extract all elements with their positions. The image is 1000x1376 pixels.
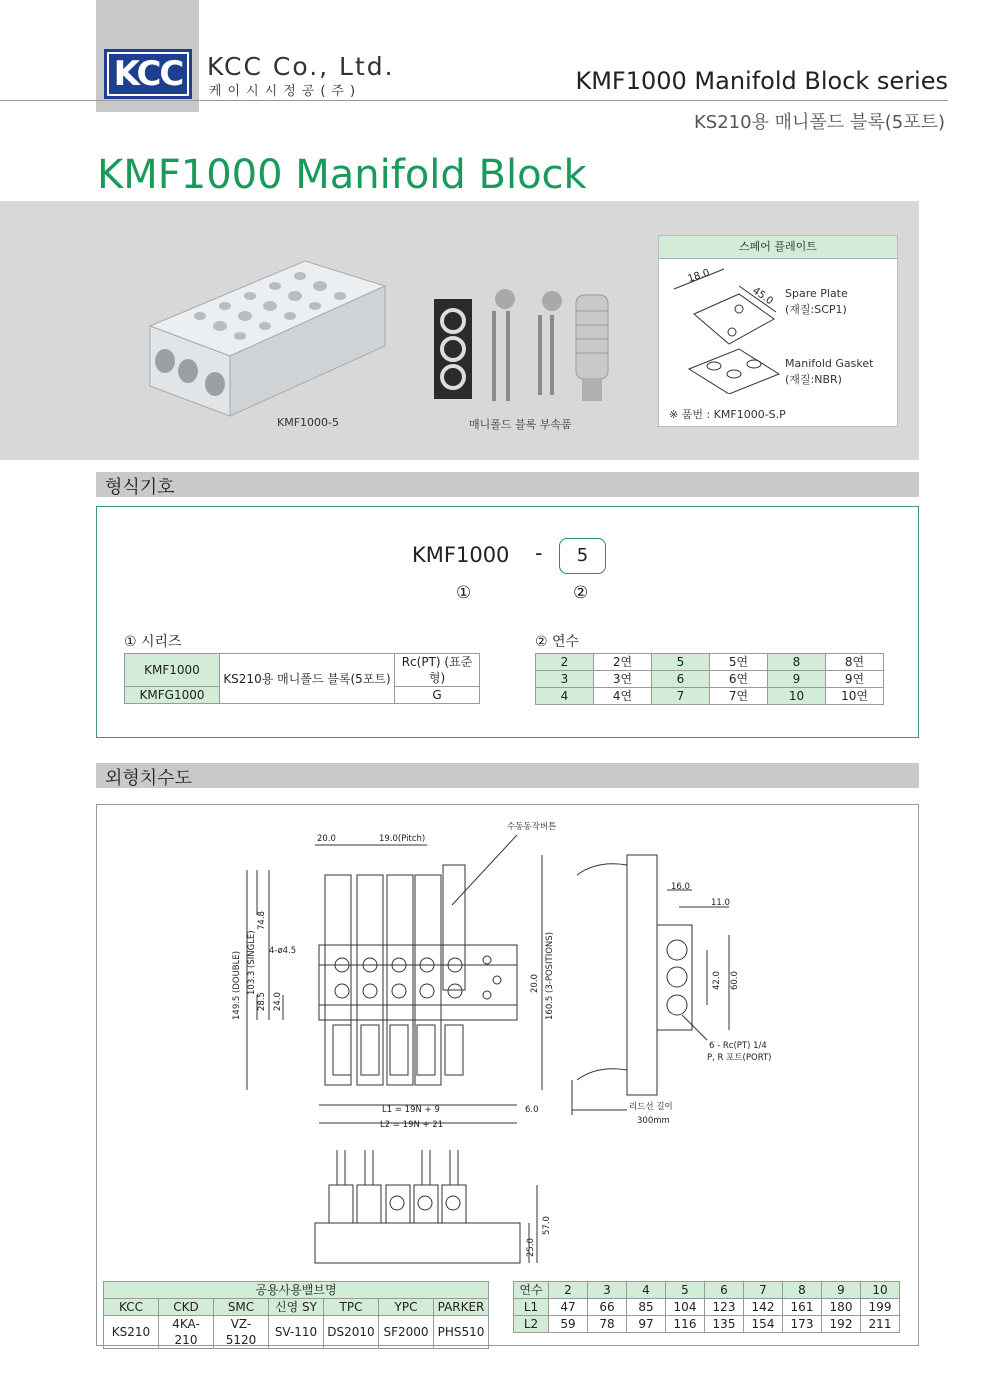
length-value-cell: 59 — [549, 1316, 588, 1333]
valve-brand-cell: YPC — [379, 1299, 434, 1316]
length-row-label: L1 — [514, 1299, 549, 1316]
company-logo — [104, 49, 192, 99]
dim-pitch: 19.0(Pitch) — [379, 834, 426, 844]
dim-18-label: 18.0 — [686, 267, 712, 285]
valve-brand-cell: KCC — [104, 1299, 159, 1316]
valve-brand-cell: CKD — [159, 1299, 214, 1316]
model-section-bar — [96, 472, 919, 497]
length-value-cell: 142 — [744, 1299, 783, 1316]
series-thread-cell: G — [395, 687, 480, 704]
length-value-cell: 180 — [822, 1299, 861, 1316]
stations-cell: 2 — [536, 654, 594, 671]
model-code-stations: 5 — [559, 538, 606, 574]
spare-plate-heading: 스페어 플레이트 — [659, 236, 897, 259]
stations-cell: 2연 — [594, 654, 652, 671]
series-subtitle: KS210용 매니폴드 블록(5포트) — [693, 112, 945, 133]
series-title: KMF1000 Manifold Block series — [575, 67, 948, 95]
dim-single: 103.3 (SINGLE) — [247, 930, 257, 995]
dim-double: 149.5 (DOUBLE) — [232, 950, 242, 1020]
length-station-cell: 4 — [627, 1282, 666, 1299]
valve-model-cell: PHS510 — [434, 1316, 489, 1349]
stations-cell: 3연 — [594, 671, 652, 688]
length-station-cell: 2 — [549, 1282, 588, 1299]
valve-model-cell: VZ-5120 — [214, 1316, 269, 1349]
spare-plate-box — [658, 235, 898, 427]
spare-part-number: ※ 품번 : KMF1000-S.P — [669, 408, 786, 421]
gasket-label: Manifold Gasket — [785, 357, 874, 370]
company-korean-name: 케이시시정공(주) — [209, 84, 362, 99]
stations-cell: 3 — [536, 671, 594, 688]
stations-cell: 6연 — [710, 671, 768, 688]
length-station-cell: 6 — [705, 1282, 744, 1299]
dimension-section-title: 외형치수도 — [105, 768, 192, 789]
marker-2: ② — [573, 583, 589, 603]
series-table — [124, 653, 480, 704]
valve-brand-cell: SMC — [214, 1299, 269, 1316]
valve-model-cell: 4KA-210 — [159, 1316, 214, 1349]
dim-60: 60.0 — [730, 971, 740, 990]
dimension-section-bar — [96, 763, 919, 788]
stations-cell: 7연 — [710, 688, 768, 705]
length-value-cell: 116 — [666, 1316, 705, 1333]
length-value-cell: 192 — [822, 1316, 861, 1333]
length-value-cell: 85 — [627, 1299, 666, 1316]
manifold-block-image — [130, 256, 400, 421]
dim-16: 16.0 — [671, 882, 690, 892]
valve-brand-cell: TPC — [324, 1299, 379, 1316]
series-desc-cell: KS210용 매니폴드 블록(5포트) — [220, 654, 395, 704]
dim-l1: L1 = 19N + 9 — [382, 1105, 440, 1115]
logo-text: KCC — [109, 54, 187, 94]
stations-heading: ② 연수 — [535, 634, 580, 650]
dimension-drawing-box — [96, 804, 919, 1346]
manifold-parts-image — [430, 289, 615, 414]
port-label: P, R 포트(PORT) — [707, 1053, 772, 1063]
length-table — [513, 1281, 900, 1333]
dim-6: 6.0 — [525, 1105, 539, 1115]
valve-model-cell: KS210 — [104, 1316, 159, 1349]
length-station-cell: 5 — [666, 1282, 705, 1299]
dim-28: 28.5 — [257, 992, 267, 1011]
page-title: KMF1000 Manifold Block — [97, 152, 587, 198]
stations-cell: 8 — [768, 654, 826, 671]
manual-button-label: 수동동작버튼 — [507, 822, 557, 832]
dim-20-right: 20.0 — [530, 974, 540, 993]
valve-brand-cell: PARKER — [434, 1299, 489, 1316]
block-caption: KMF1000-5 — [277, 416, 339, 429]
parts-caption: 매니폴드 블록 부속품 — [469, 418, 572, 431]
dim-11: 11.0 — [711, 898, 730, 908]
length-station-cell: 9 — [822, 1282, 861, 1299]
length-value-cell: 154 — [744, 1316, 783, 1333]
dim-57: 57.0 — [542, 1216, 552, 1235]
stations-table — [535, 653, 884, 705]
stations-cell: 4연 — [594, 688, 652, 705]
length-value-cell: 161 — [783, 1299, 822, 1316]
dim-45-label: 45.0 — [750, 285, 775, 308]
length-value-cell: 66 — [588, 1299, 627, 1316]
series-heading: ① 시리즈 — [124, 634, 182, 650]
stations-cell: 8연 — [826, 654, 884, 671]
spare-plate-drawing — [664, 264, 789, 394]
model-code-series: KMF1000 — [412, 543, 510, 567]
company-name: KCC Co., Ltd. — [207, 52, 395, 81]
stations-cell: 5 — [652, 654, 710, 671]
model-section-title: 형식기호 — [105, 477, 175, 498]
marker-1: ① — [456, 583, 472, 603]
length-value-cell: 123 — [705, 1299, 744, 1316]
valve-brand-cell: 신영 SY — [269, 1299, 324, 1316]
length-row-label: L2 — [514, 1316, 549, 1333]
length-value-cell: 211 — [861, 1316, 900, 1333]
port-spec: 6 - Rc(PT) 1/4 — [709, 1041, 767, 1051]
length-value-cell: 199 — [861, 1299, 900, 1316]
gasket-material: (재질:NBR) — [785, 373, 842, 386]
length-value-cell: 97 — [627, 1316, 666, 1333]
length-value-cell: 135 — [705, 1316, 744, 1333]
dim-24: 24.0 — [273, 992, 283, 1011]
model-code-box — [96, 506, 919, 738]
stations-cell: 7 — [652, 688, 710, 705]
spare-plate-label: Spare Plate — [785, 287, 848, 300]
valve-model-cell: DS2010 — [324, 1316, 379, 1349]
dim-42: 42.0 — [712, 971, 722, 990]
stations-cell: 9연 — [826, 671, 884, 688]
spare-plate-material: (재질:SCP1) — [785, 303, 847, 316]
header-divider — [0, 100, 948, 101]
valve-table-heading: 공용사용밸브명 — [104, 1282, 489, 1299]
dim-74: 74.8 — [257, 911, 267, 930]
dim-l2: L2 = 19N + 21 — [380, 1120, 444, 1130]
stations-cell: 10연 — [826, 688, 884, 705]
series-thread-cell: Rc(PT) (표준형) — [395, 654, 480, 687]
length-station-cell: 10 — [861, 1282, 900, 1299]
length-station-cell: 8 — [783, 1282, 822, 1299]
length-value-cell: 104 — [666, 1299, 705, 1316]
series-model-cell: KMF1000 — [125, 654, 220, 687]
length-header-label: 연수 — [514, 1282, 549, 1299]
length-station-cell: 3 — [588, 1282, 627, 1299]
stations-cell: 4 — [536, 688, 594, 705]
lead-wire-length: 300mm — [637, 1116, 670, 1126]
length-value-cell: 78 — [588, 1316, 627, 1333]
series-model-cell: KMFG1000 — [125, 687, 220, 704]
stations-cell: 9 — [768, 671, 826, 688]
valve-model-cell: SF2000 — [379, 1316, 434, 1349]
compatible-valve-table — [103, 1281, 489, 1349]
dim-top-20: 20.0 — [317, 834, 336, 844]
stations-cell: 10 — [768, 688, 826, 705]
lead-wire-label: 리드선 길이 — [629, 1102, 673, 1112]
model-code-dash: - — [535, 541, 543, 565]
dim-25: 25.0 — [526, 1238, 536, 1257]
hole-label: 4-ø4.5 — [269, 946, 297, 956]
stations-cell: 6 — [652, 671, 710, 688]
length-value-cell: 173 — [783, 1316, 822, 1333]
dimension-drawing — [97, 805, 918, 1275]
valve-model-cell: SV-110 — [269, 1316, 324, 1349]
stations-cell: 5연 — [710, 654, 768, 671]
length-station-cell: 7 — [744, 1282, 783, 1299]
dim-positions: 160.5 (3-POSITIONS) — [545, 931, 555, 1020]
length-value-cell: 47 — [549, 1299, 588, 1316]
